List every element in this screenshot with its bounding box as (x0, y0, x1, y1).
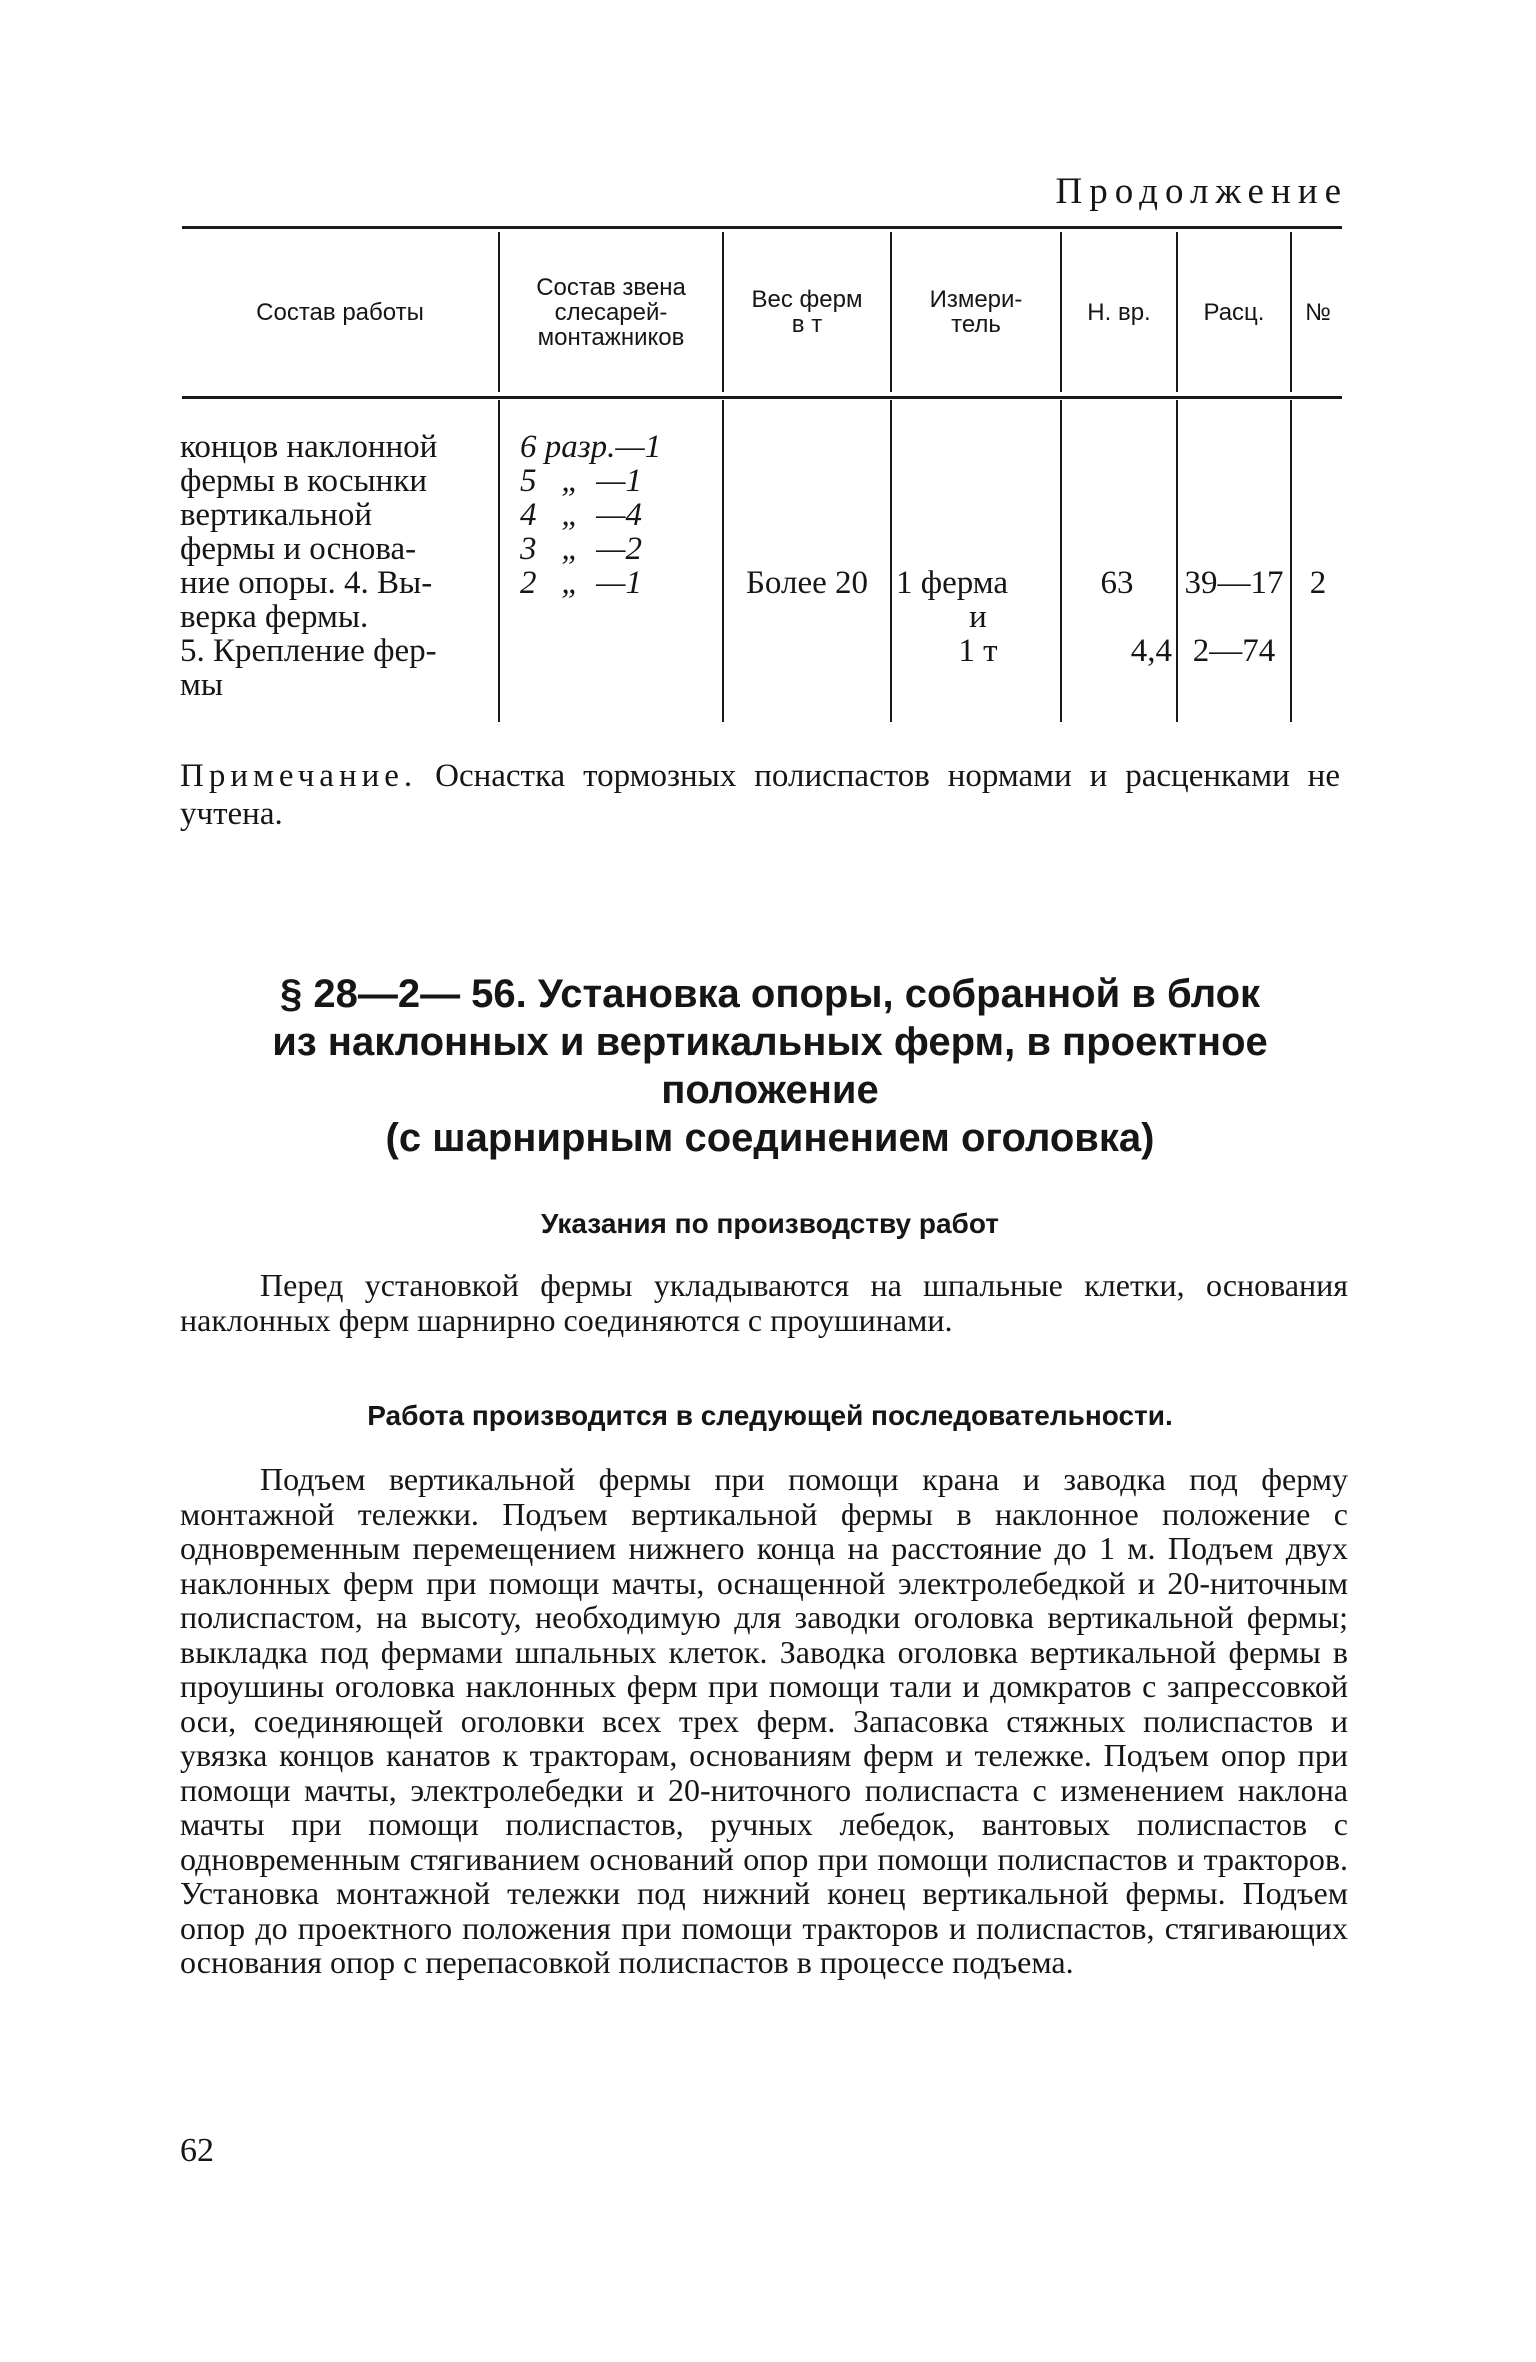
body-divider (722, 400, 724, 722)
section-title: § 28—2— 56. Установка опоры, собранной в блок из наклонных и вертикальных ферм, в проектное положение (с шарнирным соединением оголовка) (272, 972, 1268, 1160)
work-description: концов наклонной фермы в косынки вертикальной фермы и основа- ние опоры. 4. Вы- верка фермы. 5. Крепление фер- мы (180, 429, 438, 703)
header-work: Состав работы (256, 298, 424, 326)
header-weight: Вес ферм в т (751, 286, 863, 338)
sequence-heading: Работа производится в следующей последовательности. (367, 1400, 1173, 1431)
note-text: Оснастка тормозных полиспастов нормами и расценками не учтена. (180, 758, 1340, 832)
body-divider (1176, 400, 1178, 722)
instructions-paragraph: Перед установкой фермы укладываются на шпальные клетки, основания наклонных ферм шарнирно соединяются с проушинами. (180, 1267, 1348, 1338)
body-divider (1290, 400, 1292, 722)
truss-weight: Более 20 (745, 565, 869, 601)
header-rate: Расц. (1203, 298, 1265, 326)
body-divider (890, 400, 892, 722)
table-header-rule (182, 396, 1342, 399)
note-lead: Примечание. (180, 758, 418, 794)
meter-unit: 1 ферма и 1 т (896, 565, 1009, 669)
sequence-paragraph: Подъем вертикальной фермы при помощи крана и заводка под ферму монтажной тележки. Подъем вертикальной фермы в наклонное положение с одновременным перемещением нижнего конца на расстояние до 1 м. Подъем двух наклонных ферм при помощи мачты, оснащенной электролебедкой и 20-ниточным полиспастом, на высоту, необходимую для заводки оголовка вертикальной фермы; выкладка под фермами шпальных клеток. Заводка оголовка вертикальной фермы в проушины оголовка наклонных ферм при помощи тали и домкратов с запрессовкой оси, соединяющей оголовки всех трех ферм. Запасовка стяжных полиспастов и увязка концов канатов к тракторам, основаниям ферм и тележке. Подъем опор при помощи мачты, электролебедки и 20-ниточного полиспаста с изменением наклона мачты при помощи полиспастов, ручных лебедок, вантовых полиспастов с одновременным стягиванием оснований опор при помощи полиспастов и тракторов. Установка монтажной тележки под нижний конец вертикальной фермы. Подъем опор до проектного положения при помощи тракторов и полиспастов, стягивающих основания опор с перепасовкой полиспастов в процессе подъема. (180, 1461, 1348, 1980)
table-note (180, 757, 1340, 833)
page-number: 62 (180, 2132, 214, 2169)
crew-composition: 6 разр.—1 5 „ —1 4 „ —4 3 „ —2 2 „ —1 (520, 429, 662, 601)
rate: 39—17 2—74 (1184, 565, 1284, 669)
time-norm: 63 4,4 (1100, 565, 1172, 669)
header-meter: Измери- тель (929, 286, 1023, 338)
header-crew: Состав звена слесарей- монтажников (536, 273, 686, 351)
table-top-rule (182, 226, 1342, 229)
header-number: № (1305, 298, 1331, 326)
continuation-label: Продолжение (1055, 171, 1348, 212)
body-divider (1060, 400, 1062, 722)
instructions-heading: Указания по производству работ (541, 1208, 999, 1239)
row-number: 2 (1309, 565, 1327, 601)
header-norm: Н. вр. (1087, 298, 1151, 326)
